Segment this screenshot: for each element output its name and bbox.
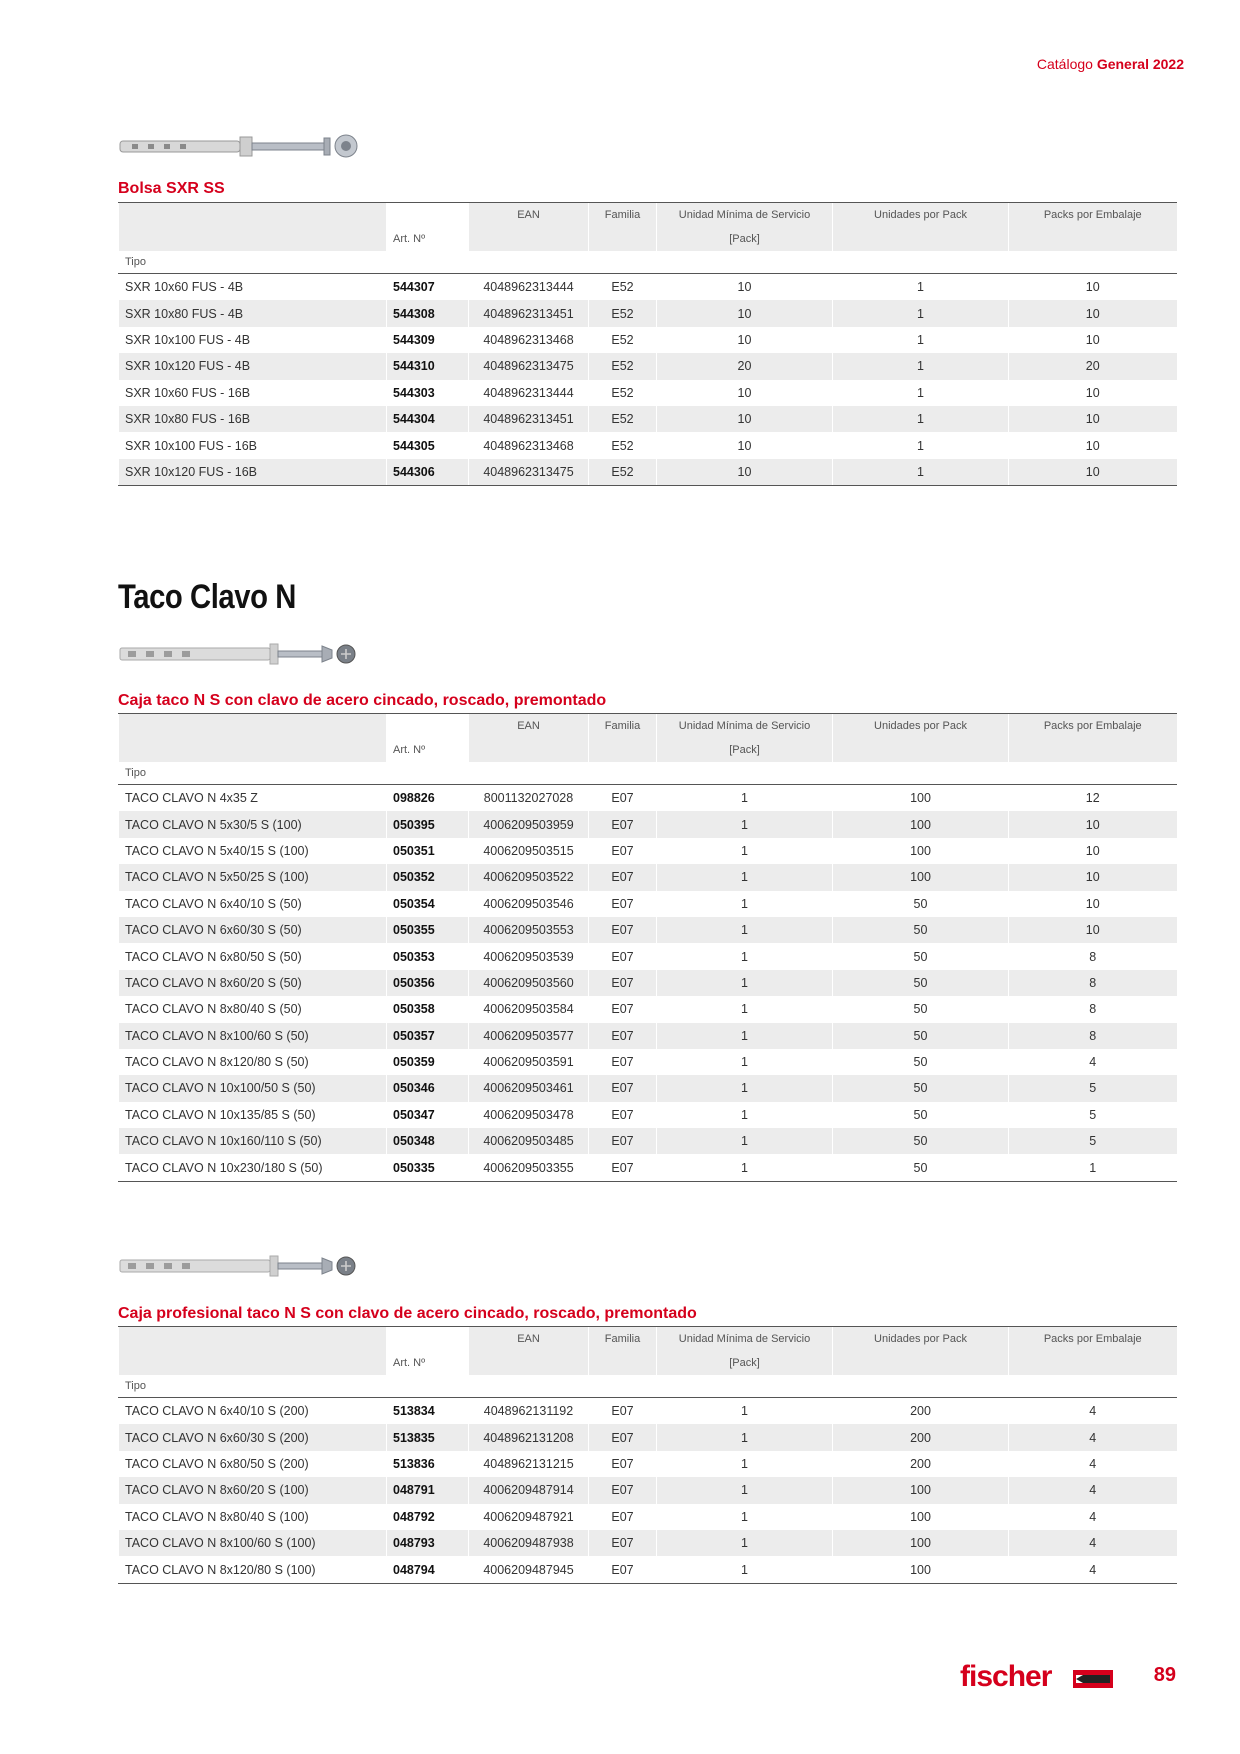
table-row [119, 1075, 1177, 1101]
cell-art: 050357 [387, 1023, 469, 1049]
cell-tipo: SXR 10x120 FUS - 16B [119, 459, 387, 486]
col-ppe: Packs por Embalaje [1009, 714, 1177, 739]
table-row [119, 1049, 1177, 1075]
table-row [119, 1530, 1177, 1556]
cell-ean: 4006209503461 [469, 1075, 589, 1101]
cell-upp: 1 [833, 459, 1009, 486]
cell-upp: 50 [833, 943, 1009, 969]
cell-familia: E52 [589, 300, 657, 326]
cell-upp: 50 [833, 1128, 1009, 1154]
col-ppe: Packs por Embalaje [1009, 203, 1177, 228]
cell-ppe: 4 [1009, 1477, 1177, 1503]
cell-familia: E07 [589, 943, 657, 969]
table-row [119, 459, 1177, 486]
cell-upp: 50 [833, 1023, 1009, 1049]
cell-ppe: 1 [1009, 1154, 1177, 1181]
catalog-header-bold: General 2022 [1096, 56, 1184, 72]
cell-familia: E07 [589, 1530, 657, 1556]
cell-ppe: 20 [1009, 353, 1177, 379]
cell-ppe: 10 [1009, 380, 1177, 406]
cell-art: 050395 [387, 811, 469, 837]
cell-familia: E52 [589, 353, 657, 379]
table-row [119, 970, 1177, 996]
cell-unidad: 1 [657, 917, 833, 943]
cell-art: 544307 [387, 274, 469, 301]
cell-familia: E07 [589, 811, 657, 837]
cell-upp: 1 [833, 300, 1009, 326]
cell-familia: E07 [589, 1451, 657, 1477]
cell-art: 050346 [387, 1075, 469, 1101]
cell-art: 544306 [387, 459, 469, 486]
cell-upp: 100 [833, 1556, 1009, 1583]
cell-ean: 4006209487921 [469, 1504, 589, 1530]
cell-ean: 4006209487945 [469, 1556, 589, 1583]
cell-tipo: TACO CLAVO N 8x80/40 S (50) [119, 996, 387, 1022]
table-row [119, 1556, 1177, 1583]
cell-ean: 4048962313468 [469, 432, 589, 458]
cell-upp: 100 [833, 1477, 1009, 1503]
cell-ean: 4006209503485 [469, 1128, 589, 1154]
col-art: Art. Nº [387, 1351, 469, 1375]
cell-upp: 50 [833, 917, 1009, 943]
cell-unidad: 10 [657, 274, 833, 301]
col-upp: Unidades por Pack [833, 1327, 1009, 1352]
fischer-logo-mark-icon [1073, 1670, 1113, 1688]
table-row [119, 917, 1177, 943]
cell-familia: E52 [589, 459, 657, 486]
cell-unidad: 1 [657, 1424, 833, 1450]
cell-familia: E07 [589, 1398, 657, 1425]
cell-upp: 100 [833, 838, 1009, 864]
cell-familia: E07 [589, 1128, 657, 1154]
cell-tipo: TACO CLAVO N 6x60/30 S (50) [119, 917, 387, 943]
cell-unidad: 1 [657, 811, 833, 837]
cell-ppe: 4 [1009, 1049, 1177, 1075]
col-unidad-pack: [Pack] [657, 738, 833, 762]
cell-unidad: 1 [657, 1556, 833, 1583]
cell-familia: E07 [589, 1424, 657, 1450]
cell-unidad: 20 [657, 353, 833, 379]
table-row [119, 838, 1177, 864]
cell-art: 050354 [387, 891, 469, 917]
cell-tipo: TACO CLAVO N 8x120/80 S (100) [119, 1556, 387, 1583]
col-familia: Familia [589, 203, 657, 228]
cell-tipo: SXR 10x80 FUS - 16B [119, 406, 387, 432]
fischer-logo: fischer [960, 1660, 1052, 1693]
cell-art: 050351 [387, 838, 469, 864]
cell-ppe: 10 [1009, 274, 1177, 301]
cell-unidad: 10 [657, 406, 833, 432]
cell-art: 050358 [387, 996, 469, 1022]
cell-ean: 4048962131208 [469, 1424, 589, 1450]
cell-tipo: SXR 10x100 FUS - 4B [119, 327, 387, 353]
cell-tipo: TACO CLAVO N 6x60/30 S (200) [119, 1424, 387, 1450]
table-row [119, 406, 1177, 432]
cell-familia: E52 [589, 432, 657, 458]
cell-unidad: 1 [657, 1102, 833, 1128]
catalog-header [1037, 56, 1184, 72]
cell-ean: 4006209503560 [469, 970, 589, 996]
cell-ppe: 8 [1009, 996, 1177, 1022]
cell-tipo: TACO CLAVO N 5x30/5 S (100) [119, 811, 387, 837]
cell-art: 544308 [387, 300, 469, 326]
cell-familia: E07 [589, 1477, 657, 1503]
cell-familia: E07 [589, 1154, 657, 1181]
cell-ppe: 10 [1009, 838, 1177, 864]
cell-ean: 4006209503591 [469, 1049, 589, 1075]
cell-tipo: TACO CLAVO N 6x80/50 S (50) [119, 943, 387, 969]
table-caja-profesional [118, 1326, 1177, 1584]
cell-art: 050335 [387, 1154, 469, 1181]
table-row [119, 943, 1177, 969]
cell-tipo: SXR 10x100 FUS - 16B [119, 432, 387, 458]
table-row [119, 996, 1177, 1022]
table-row [119, 891, 1177, 917]
cell-ean: 4006209503539 [469, 943, 589, 969]
cell-unidad: 10 [657, 380, 833, 406]
cell-ppe: 8 [1009, 1023, 1177, 1049]
cell-familia: E07 [589, 785, 657, 812]
cell-upp: 1 [833, 432, 1009, 458]
cell-unidad: 1 [657, 1530, 833, 1556]
cell-ean: 4048962313451 [469, 406, 589, 432]
col-unidad: Unidad Mínima de Servicio [657, 203, 833, 228]
cell-art: 048791 [387, 1477, 469, 1503]
cell-art: 050355 [387, 917, 469, 943]
cell-upp: 50 [833, 1049, 1009, 1075]
cell-ean: 4048962313444 [469, 380, 589, 406]
cell-art: 048793 [387, 1530, 469, 1556]
cell-unidad: 1 [657, 1451, 833, 1477]
col-art: Art. Nº [387, 738, 469, 762]
cell-ean: 4006209503355 [469, 1154, 589, 1181]
col-ean: EAN [469, 203, 589, 228]
cell-tipo: SXR 10x80 FUS - 4B [119, 300, 387, 326]
cell-familia: E52 [589, 327, 657, 353]
cell-art: 544309 [387, 327, 469, 353]
cell-tipo: TACO CLAVO N 6x40/10 S (50) [119, 891, 387, 917]
cell-tipo: TACO CLAVO N 10x100/50 S (50) [119, 1075, 387, 1101]
cell-upp: 200 [833, 1424, 1009, 1450]
table-row [119, 1023, 1177, 1049]
cell-art: 544305 [387, 432, 469, 458]
cell-familia: E07 [589, 838, 657, 864]
cell-familia: E07 [589, 1556, 657, 1583]
cell-upp: 1 [833, 406, 1009, 432]
table-sxr [118, 202, 1177, 486]
cell-art: 513834 [387, 1398, 469, 1425]
cell-unidad: 10 [657, 300, 833, 326]
cell-tipo: TACO CLAVO N 5x50/25 S (100) [119, 864, 387, 890]
cell-upp: 50 [833, 891, 1009, 917]
table-row [119, 811, 1177, 837]
table-row [119, 353, 1177, 379]
cell-tipo: SXR 10x60 FUS - 4B [119, 274, 387, 301]
col-tipo: Tipo [119, 251, 387, 274]
cell-art: 048792 [387, 1504, 469, 1530]
nail-anchor-image [118, 640, 358, 668]
col-familia: Familia [589, 1327, 657, 1352]
cell-ean: 4048962131192 [469, 1398, 589, 1425]
cell-familia: E07 [589, 1504, 657, 1530]
cell-ppe: 10 [1009, 811, 1177, 837]
table-row [119, 380, 1177, 406]
table-row [119, 1398, 1177, 1425]
cell-ean: 4006209487914 [469, 1477, 589, 1503]
cell-ppe: 10 [1009, 891, 1177, 917]
cell-unidad: 10 [657, 459, 833, 486]
cell-ppe: 10 [1009, 327, 1177, 353]
cell-ppe: 4 [1009, 1451, 1177, 1477]
table-row [119, 1504, 1177, 1530]
cell-ean: 4006209503959 [469, 811, 589, 837]
cell-art: 098826 [387, 785, 469, 812]
cell-upp: 100 [833, 864, 1009, 890]
cell-upp: 1 [833, 353, 1009, 379]
cell-ppe: 5 [1009, 1075, 1177, 1101]
cell-art: 544304 [387, 406, 469, 432]
cell-familia: E07 [589, 917, 657, 943]
cell-tipo: TACO CLAVO N 8x100/60 S (100) [119, 1530, 387, 1556]
cell-unidad: 1 [657, 891, 833, 917]
cell-art: 050353 [387, 943, 469, 969]
table-row [119, 785, 1177, 812]
cell-upp: 50 [833, 996, 1009, 1022]
table-row [119, 864, 1177, 890]
sxr-anchor-image [118, 132, 358, 160]
cell-ppe: 8 [1009, 943, 1177, 969]
cell-ppe: 10 [1009, 917, 1177, 943]
cell-ppe: 10 [1009, 300, 1177, 326]
table-row [119, 300, 1177, 326]
cell-ppe: 4 [1009, 1504, 1177, 1530]
col-unidad: Unidad Mínima de Servicio [657, 714, 833, 739]
cell-ean: 4006209503553 [469, 917, 589, 943]
cell-unidad: 10 [657, 327, 833, 353]
col-tipo: Tipo [119, 762, 387, 785]
cell-upp: 100 [833, 785, 1009, 812]
cell-unidad: 1 [657, 1075, 833, 1101]
cell-familia: E52 [589, 274, 657, 301]
table-row [119, 1477, 1177, 1503]
cell-ppe: 10 [1009, 459, 1177, 486]
cell-art: 544303 [387, 380, 469, 406]
table-row [119, 1424, 1177, 1450]
table-row [119, 327, 1177, 353]
cell-ean: 4048962313444 [469, 274, 589, 301]
table-row [119, 1128, 1177, 1154]
table-caja-n-s [118, 713, 1177, 1182]
cell-familia: E07 [589, 1102, 657, 1128]
cell-upp: 200 [833, 1451, 1009, 1477]
cell-familia: E07 [589, 1049, 657, 1075]
cell-art: 050356 [387, 970, 469, 996]
cell-unidad: 1 [657, 785, 833, 812]
cell-ppe: 4 [1009, 1398, 1177, 1425]
cell-art: 050348 [387, 1128, 469, 1154]
cell-art: 513835 [387, 1424, 469, 1450]
cell-ean: 4048962313468 [469, 327, 589, 353]
cell-unidad: 1 [657, 1128, 833, 1154]
cell-ean: 4006209487938 [469, 1530, 589, 1556]
cell-upp: 50 [833, 970, 1009, 996]
cell-tipo: TACO CLAVO N 5x40/15 S (100) [119, 838, 387, 864]
cell-upp: 50 [833, 1154, 1009, 1181]
col-ean: EAN [469, 1327, 589, 1352]
page-number: 89 [1153, 1664, 1176, 1686]
cell-ean: 8001132027028 [469, 785, 589, 812]
nail-anchor-image [118, 1252, 358, 1280]
col-unidad-pack: [Pack] [657, 1351, 833, 1375]
cell-unidad: 10 [657, 432, 833, 458]
cell-familia: E07 [589, 891, 657, 917]
cell-ppe: 12 [1009, 785, 1177, 812]
cell-upp: 50 [833, 1075, 1009, 1101]
cell-ean: 4048962313475 [469, 459, 589, 486]
cell-unidad: 1 [657, 838, 833, 864]
cell-ppe: 4 [1009, 1556, 1177, 1583]
cell-art: 050359 [387, 1049, 469, 1075]
cell-ppe: 10 [1009, 406, 1177, 432]
cell-ean: 4048962313475 [469, 353, 589, 379]
catalog-header-prefix: Catálogo [1036, 56, 1093, 72]
cell-tipo: TACO CLAVO N 8x60/20 S (50) [119, 970, 387, 996]
cell-ean: 4006209503515 [469, 838, 589, 864]
cell-upp: 1 [833, 327, 1009, 353]
cell-ppe: 4 [1009, 1424, 1177, 1450]
cell-unidad: 1 [657, 1398, 833, 1425]
cell-upp: 100 [833, 1504, 1009, 1530]
table-row [119, 1102, 1177, 1128]
cell-art: 048794 [387, 1556, 469, 1583]
cell-unidad: 1 [657, 943, 833, 969]
table-row [119, 1451, 1177, 1477]
col-familia: Familia [589, 714, 657, 739]
cell-ppe: 4 [1009, 1530, 1177, 1556]
cell-tipo: TACO CLAVO N 8x120/80 S (50) [119, 1049, 387, 1075]
cell-unidad: 1 [657, 1504, 833, 1530]
cell-familia: E07 [589, 970, 657, 996]
cell-tipo: TACO CLAVO N 4x35 Z [119, 785, 387, 812]
cell-ean: 4006209503546 [469, 891, 589, 917]
cell-familia: E07 [589, 1075, 657, 1101]
col-unidad: Unidad Mínima de Servicio [657, 1327, 833, 1352]
cell-ppe: 10 [1009, 432, 1177, 458]
cell-upp: 1 [833, 380, 1009, 406]
cell-upp: 1 [833, 274, 1009, 301]
page-title: Taco Clavo N [118, 578, 296, 616]
cell-ean: 4006209503584 [469, 996, 589, 1022]
cell-tipo: SXR 10x60 FUS - 16B [119, 380, 387, 406]
cell-ppe: 10 [1009, 864, 1177, 890]
cell-unidad: 1 [657, 1049, 833, 1075]
cell-ean: 4048962131215 [469, 1451, 589, 1477]
cell-ppe: 5 [1009, 1102, 1177, 1128]
cell-ppe: 5 [1009, 1128, 1177, 1154]
cell-ean: 4006209503478 [469, 1102, 589, 1128]
cell-upp: 100 [833, 811, 1009, 837]
cell-ean: 4006209503522 [469, 864, 589, 890]
cell-unidad: 1 [657, 864, 833, 890]
cell-familia: E07 [589, 864, 657, 890]
cell-unidad: 1 [657, 970, 833, 996]
cell-tipo: TACO CLAVO N 8x60/20 S (100) [119, 1477, 387, 1503]
col-ean: EAN [469, 714, 589, 739]
section-title-caja-n-s: Caja taco N S con clavo de acero cincado, roscado, premontado [118, 692, 607, 709]
cell-familia: E52 [589, 406, 657, 432]
table-row [119, 1154, 1177, 1181]
col-upp: Unidades por Pack [833, 714, 1009, 739]
cell-art: 050352 [387, 864, 469, 890]
cell-art: 544310 [387, 353, 469, 379]
cell-unidad: 1 [657, 1023, 833, 1049]
cell-familia: E52 [589, 380, 657, 406]
col-upp: Unidades por Pack [833, 203, 1009, 228]
cell-tipo: SXR 10x120 FUS - 4B [119, 353, 387, 379]
cell-upp: 100 [833, 1530, 1009, 1556]
col-ppe: Packs por Embalaje [1009, 1327, 1177, 1352]
cell-familia: E07 [589, 1023, 657, 1049]
col-art: Art. Nº [387, 227, 469, 251]
cell-unidad: 1 [657, 1477, 833, 1503]
cell-ean: 4006209503577 [469, 1023, 589, 1049]
cell-tipo: TACO CLAVO N 6x80/50 S (200) [119, 1451, 387, 1477]
section-title-caja-profesional: Caja profesional taco N S con clavo de acero cincado, roscado, premontado [118, 1305, 697, 1322]
cell-art: 513836 [387, 1451, 469, 1477]
cell-tipo: TACO CLAVO N 10x160/110 S (50) [119, 1128, 387, 1154]
cell-upp: 50 [833, 1102, 1009, 1128]
cell-familia: E07 [589, 996, 657, 1022]
table-row [119, 274, 1177, 301]
cell-tipo: TACO CLAVO N 8x80/40 S (100) [119, 1504, 387, 1530]
cell-tipo: TACO CLAVO N 10x230/180 S (50) [119, 1154, 387, 1181]
section-title-sxr: Bolsa SXR SS [118, 180, 225, 197]
cell-tipo: TACO CLAVO N 8x100/60 S (50) [119, 1023, 387, 1049]
cell-tipo: TACO CLAVO N 6x40/10 S (200) [119, 1398, 387, 1425]
cell-art: 050347 [387, 1102, 469, 1128]
cell-unidad: 1 [657, 1154, 833, 1181]
table-row [119, 432, 1177, 458]
cell-ppe: 8 [1009, 970, 1177, 996]
col-unidad-pack: [Pack] [657, 227, 833, 251]
cell-ean: 4048962313451 [469, 300, 589, 326]
cell-unidad: 1 [657, 996, 833, 1022]
cell-tipo: TACO CLAVO N 10x135/85 S (50) [119, 1102, 387, 1128]
cell-upp: 200 [833, 1398, 1009, 1425]
col-tipo: Tipo [119, 1375, 387, 1398]
